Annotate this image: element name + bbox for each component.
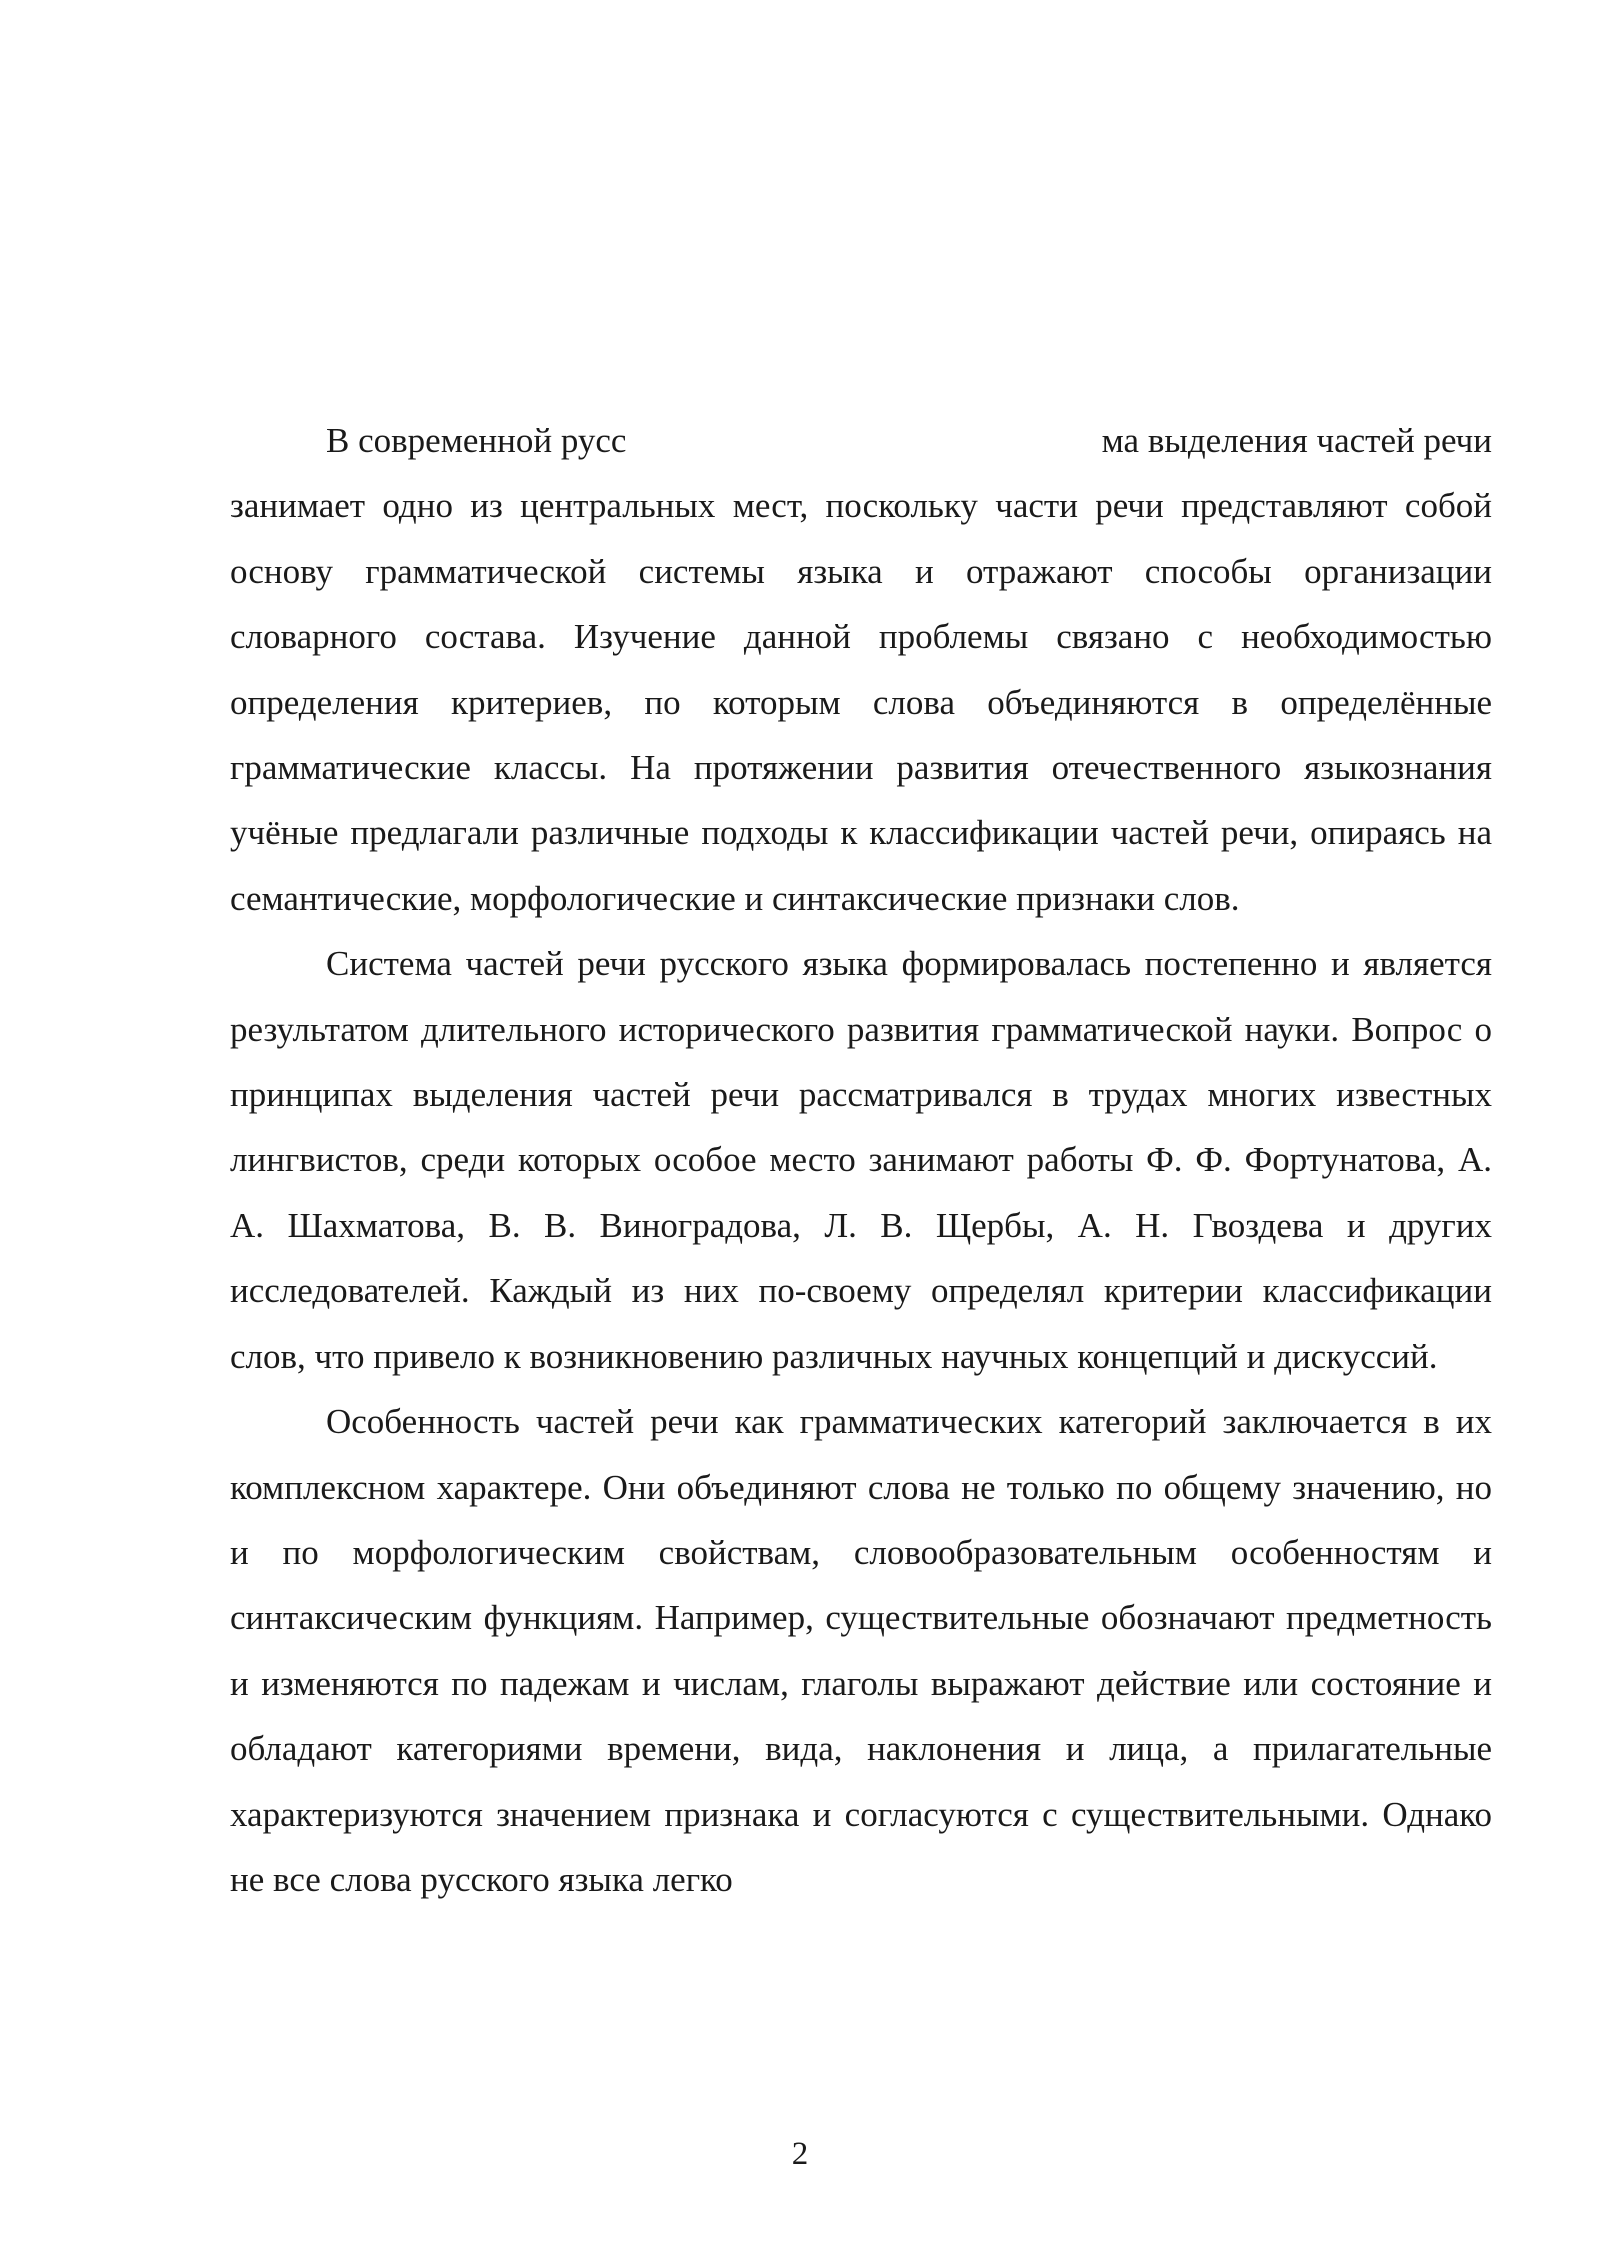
paragraph-3: Особенность частей речи как грамматических категорий заключается в их комплексном характере. Они объединяют слова не только по общему значению, но и по морфологическим свойствам, словообразовательным особенностям и синтаксическим функциям. Например, существительные обозначают предметность и изменяются по падежам и числам, глаголы выражают действие или состояние и обладают категориями времени, вида, наклонения и лица, а прилагательные характеризуются значением признака и согласуются с существительными. Однако не все слова русского языка легко [230, 1402, 1492, 1899]
page-number: 2 [791, 2136, 809, 2172]
body-text [230, 408, 1492, 1912]
paragraph-2: Система частей речи русского языка формировалась постепенно и является результатом длительного исторического развития грамматической науки. Вопрос о принципах выделения частей речи рассматривался в трудах многих известных лингвистов, среди которых особое место занимают работы Ф. Ф. Фортунатова, А. А. Шахматова, В. В. Виноградова, Л. В. Щербы, А. Н. Гвоздева и других исследователей. Каждый из них по-своему определял критерии классификации слов, что привело к возникновению различных научных концепций и дискуссий. [230, 944, 1492, 1376]
paragraph-1-rest: занимает одно из центральных мест, поскольку части речи представляют собой основу грамматической системы языка и отражают способы организации словарного состава. Изучение данной проблемы связано с необходимостью определения критериев, по которым слова объединяются в определённые грамматические классы. На протяжении развития отечественного языкознания учёные предлагали различные подходы к классификации частей речи, опираясь на семантические, морфологические и синтаксические признаки слов. [230, 486, 1492, 918]
paragraph-1-first-line-left: В современной русс [326, 421, 627, 460]
paragraph-1-first-line [230, 408, 1492, 473]
paragraph-1 [230, 408, 1492, 931]
paragraph-1-first-line-right: ма выделения частей речи [1101, 421, 1492, 460]
